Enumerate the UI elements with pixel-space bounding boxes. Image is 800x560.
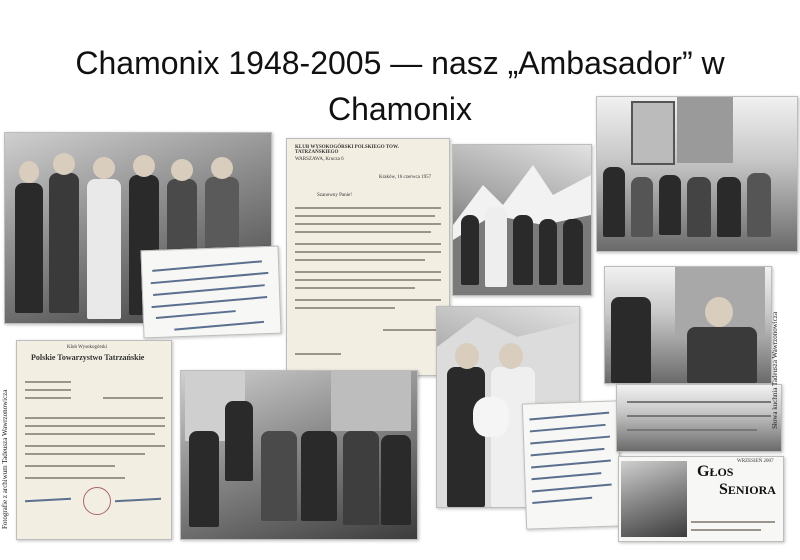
carved-inscription (616, 384, 782, 452)
right-vertical-caption: Słowa kuchnia Tadeusza Wawrzonowicza (771, 311, 779, 429)
photo-bench-group (596, 96, 798, 252)
club-letter (286, 138, 450, 376)
pttat-letter (16, 340, 172, 540)
club-letter-date: Kraków, 16 czerwca 1957 (379, 175, 432, 180)
pttat-letterhead: Polskie Towarzystwo Tatrzańskie (31, 353, 145, 362)
newsletter-brand-eniora: ENIORA (727, 483, 776, 497)
photo-resting-group (180, 370, 418, 540)
photo-mountain-climbers (452, 144, 592, 296)
newsletter-brand-los: ŁOS (709, 465, 734, 479)
left-vertical-caption: Fotografie z archiwum Tadeusza Wawrzonowicza (1, 389, 9, 529)
newsletter-brand-s: S (719, 481, 728, 498)
handwritten-dedication (522, 400, 622, 529)
club-letter-greeting: Szanowny Panie! (317, 193, 352, 198)
glos-seniora-newsletter (618, 456, 784, 542)
pttat-subhead: Klub Wysokogórski (67, 345, 108, 350)
newsletter-issue: WRZESIEŃ 2007 (737, 459, 774, 464)
newsletter-photo (621, 461, 687, 537)
photo-man-in-cap (604, 266, 772, 384)
club-letter-address: WARSZAWA, Krucza 6 (295, 157, 344, 162)
dog (473, 397, 509, 437)
handwritten-note (141, 246, 282, 339)
stamp-seal (83, 487, 111, 515)
page-title: Chamonix 1948-2005 — nasz „Ambasador” w Chamonix (75, 45, 725, 127)
club-letter-header: KLUB WYSOKOGÓRSKI POLSKIEGO TOW. TATRZAŃSKIEGO (295, 145, 399, 155)
newsletter-brand-g: G (697, 463, 710, 480)
